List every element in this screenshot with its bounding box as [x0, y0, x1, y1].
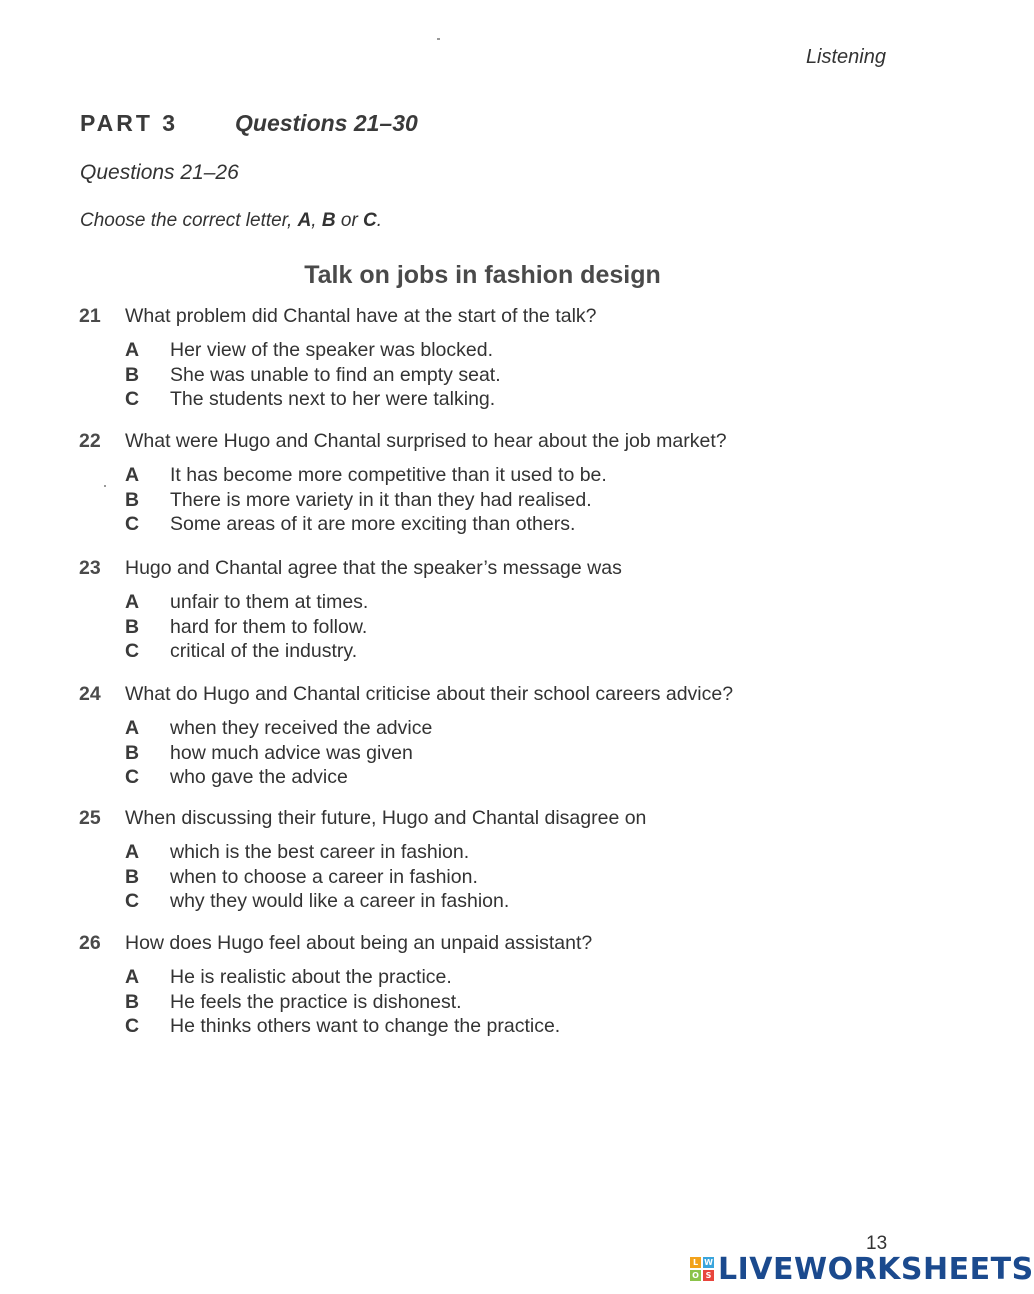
document-title: Talk on jobs in fashion design [304, 261, 661, 289]
question-26 [79, 928, 939, 1039]
option-a[interactable]: A He is realistic about the practice. [125, 966, 452, 988]
option-c[interactable]: C He thinks others want to change the practice. [125, 1015, 561, 1037]
option-c[interactable]: C critical of the industry. [125, 640, 358, 662]
question-22 [79, 426, 939, 537]
question-23 [79, 553, 939, 664]
option-a[interactable]: A Her view of the speaker was blocked. [125, 339, 493, 361]
option-a[interactable]: A unfair to them at times. [125, 591, 369, 613]
option-c[interactable]: C why they would like a career in fashion. [125, 890, 510, 912]
watermark-text: LIVEWORKSHEETS [718, 1251, 1034, 1287]
option-b[interactable]: B hard for them to follow. [125, 615, 368, 638]
question-text: Hugo and Chantal agree that the speaker’s message was [125, 557, 622, 579]
part-label: PART 3 [80, 110, 179, 136]
question-text: What do Hugo and Chantal criticise about their school careers advice? [125, 683, 734, 705]
option-b[interactable]: B There is more variety in it than they had realised. [125, 488, 592, 511]
scan-speck [437, 38, 440, 40]
page-number: 13 [866, 1233, 888, 1254]
question-25 [79, 803, 939, 914]
question-number: 26 [79, 932, 101, 954]
option-a[interactable]: A which is the best career in fashion. [125, 841, 470, 863]
option-b[interactable]: B when to choose a career in fashion. [125, 865, 478, 888]
question-number: 22 [79, 430, 101, 452]
question-text: When discussing their future, Hugo and Chantal disagree on [125, 807, 647, 829]
liveworksheets-watermark [690, 1252, 1034, 1286]
liveworksheets-logo-icon: L W O S [690, 1257, 714, 1281]
scan-speck [104, 485, 106, 487]
option-a[interactable]: A when they received the advice [125, 717, 433, 739]
option-a[interactable]: A It has become more competitive than it used to be. [125, 464, 607, 486]
section-label: Listening [805, 46, 886, 68]
question-text: What were Hugo and Chantal surprised to hear about the job market? [125, 430, 727, 452]
option-b[interactable]: B He feels the practice is dishonest. [125, 990, 462, 1013]
option-b[interactable]: B how much advice was given [125, 741, 413, 764]
instruction: Choose the correct letter, A, B or C. [80, 210, 383, 231]
option-b[interactable]: B She was unable to find an empty seat. [125, 363, 501, 386]
question-text: What problem did Chantal have at the start of the talk? [125, 305, 597, 327]
question-number: 21 [79, 305, 101, 327]
option-c[interactable]: C The students next to her were talking. [125, 388, 496, 410]
question-21 [79, 301, 939, 412]
question-number: 23 [79, 557, 101, 579]
question-number: 24 [79, 683, 101, 705]
option-c[interactable]: C who gave the advice [125, 766, 348, 788]
part-range: Questions 21–30 [235, 110, 418, 136]
question-24 [79, 679, 939, 790]
question-number: 25 [79, 807, 101, 829]
option-c[interactable]: C Some areas of it are more exciting than others. [125, 513, 576, 535]
part-heading [80, 110, 418, 137]
question-text: How does Hugo feel about being an unpaid assistant? [125, 932, 593, 954]
subsection-range: Questions 21–26 [80, 161, 239, 184]
